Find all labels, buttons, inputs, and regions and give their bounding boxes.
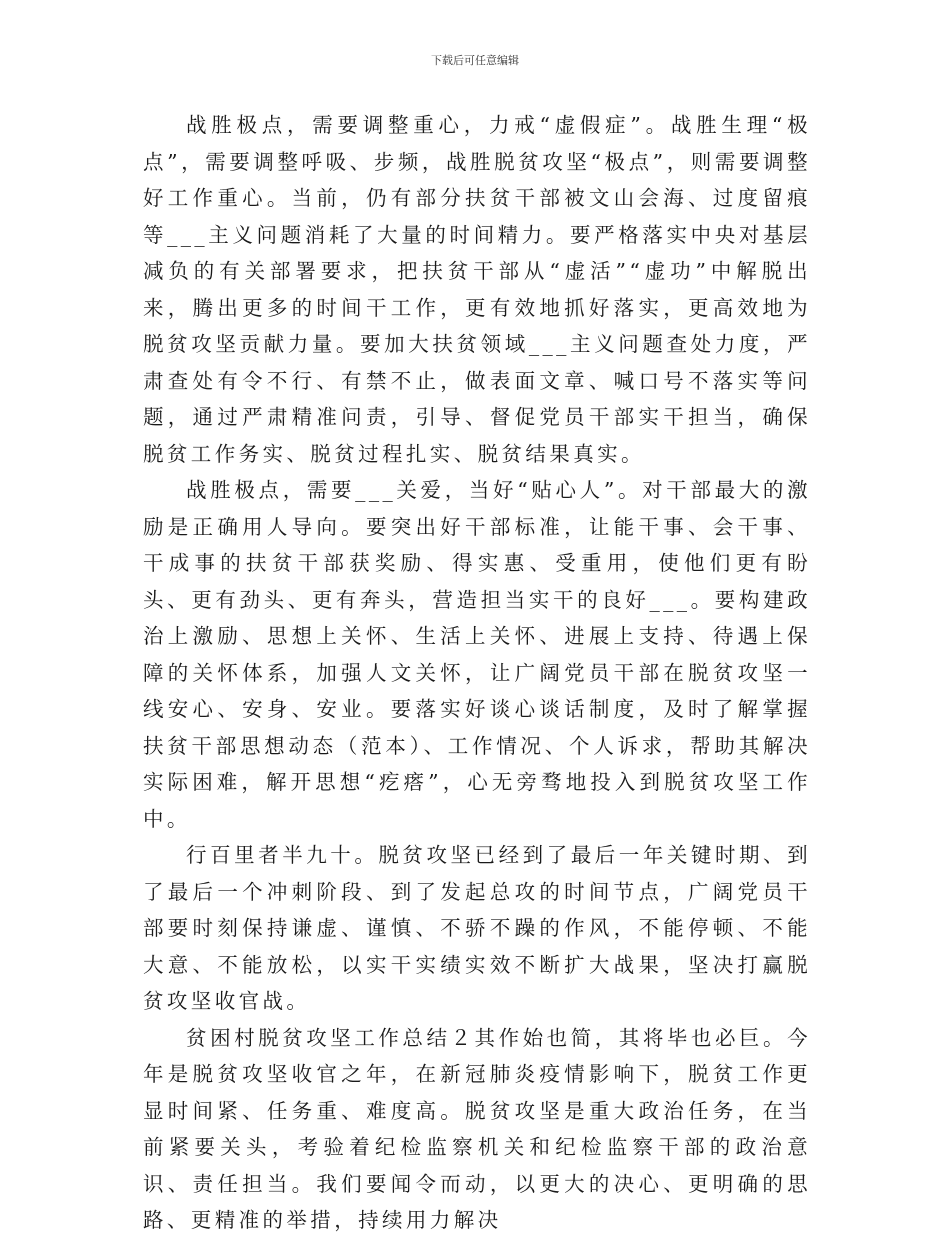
paragraph-1: 战胜极点，需要调整重心，力戒“虚假症”。战胜生理“极点”，需要调整呼吸、步频，战胜脱贫攻坚“极点”，则需要调整好工作重心。当前，仍有部分扶贫干部被文山会海、过度留痕等___主义问题消耗了大量的时间精力。要严格落实中央对基层减负的有关部署要求，把扶贫干部从“虚活”“虚功”中解脱出来，腾出更多的时间干工作，更有效地抓好落实，更高效地为脱贫攻坚贡献力量。要加大扶贫领域___主义问题查处力度，严肃查处有令不行、有禁不止，做表面文章、喊口号不落实等问题，通过严肃精准问责，引导、督促党员干部实干担当，确保脱贫工作务实、脱贫过程扎实、脱贫结果真实。 (143, 113, 811, 466)
document-body (143, 107, 811, 1239)
paragraph-4: 贫困村脱贫攻坚工作总结２其作始也简，其将毕也必巨。今年是脱贫攻坚收官之年，在新冠肺炎疫情影响下，脱贫工作更显时间紧、任务重、难度高。脱贫攻坚是重大政治任务，在当前紧要关头，考验着纪检监察机关和纪检监察干部的政治意识、责任担当。我们要闻令而动，以更大的决心、更明确的思路、更精准的举措，持续用力解决 (143, 1025, 811, 1232)
paragraph-3: 行百里者半九十。脱贫攻坚已经到了最后一年关键时期、到了最后一个冲刺阶段、到了发起总攻的时间节点，广阔党员干部要时刻保持谦虚、谨慎、不骄不躁的作风，不能停顿、不能大意、不能放松，以实干实绩实效不断扩大战果，坚决打赢脱贫攻坚收官战。 (143, 843, 811, 1013)
paragraph-2: 战胜极点，需要___关爱，当好“贴心人”。对干部最大的激励是正确用人导向。要突出好干部标准，让能干事、会干事、干成事的扶贫干部获奖励、得实惠、受重用，使他们更有盼头、更有劲头、更有奔头，营造担当实干的良好___。要构建政治上激励、思想上关怀、生活上关怀、进展上支持、待遇上保障的关怀体系，加强人文关怀，让广阔党员干部在脱贫攻坚一线安心、安身、安业。要落实好谈心谈话制度，及时了解掌握扶贫干部思想动态（范本）、工作情况、个人诉求，帮助其解决实际困难，解开思想“疙瘩”，心无旁骛地投入到脱贫攻坚工作中。 (143, 478, 811, 831)
page-header: 下载后可任意编辑 (431, 54, 519, 67)
